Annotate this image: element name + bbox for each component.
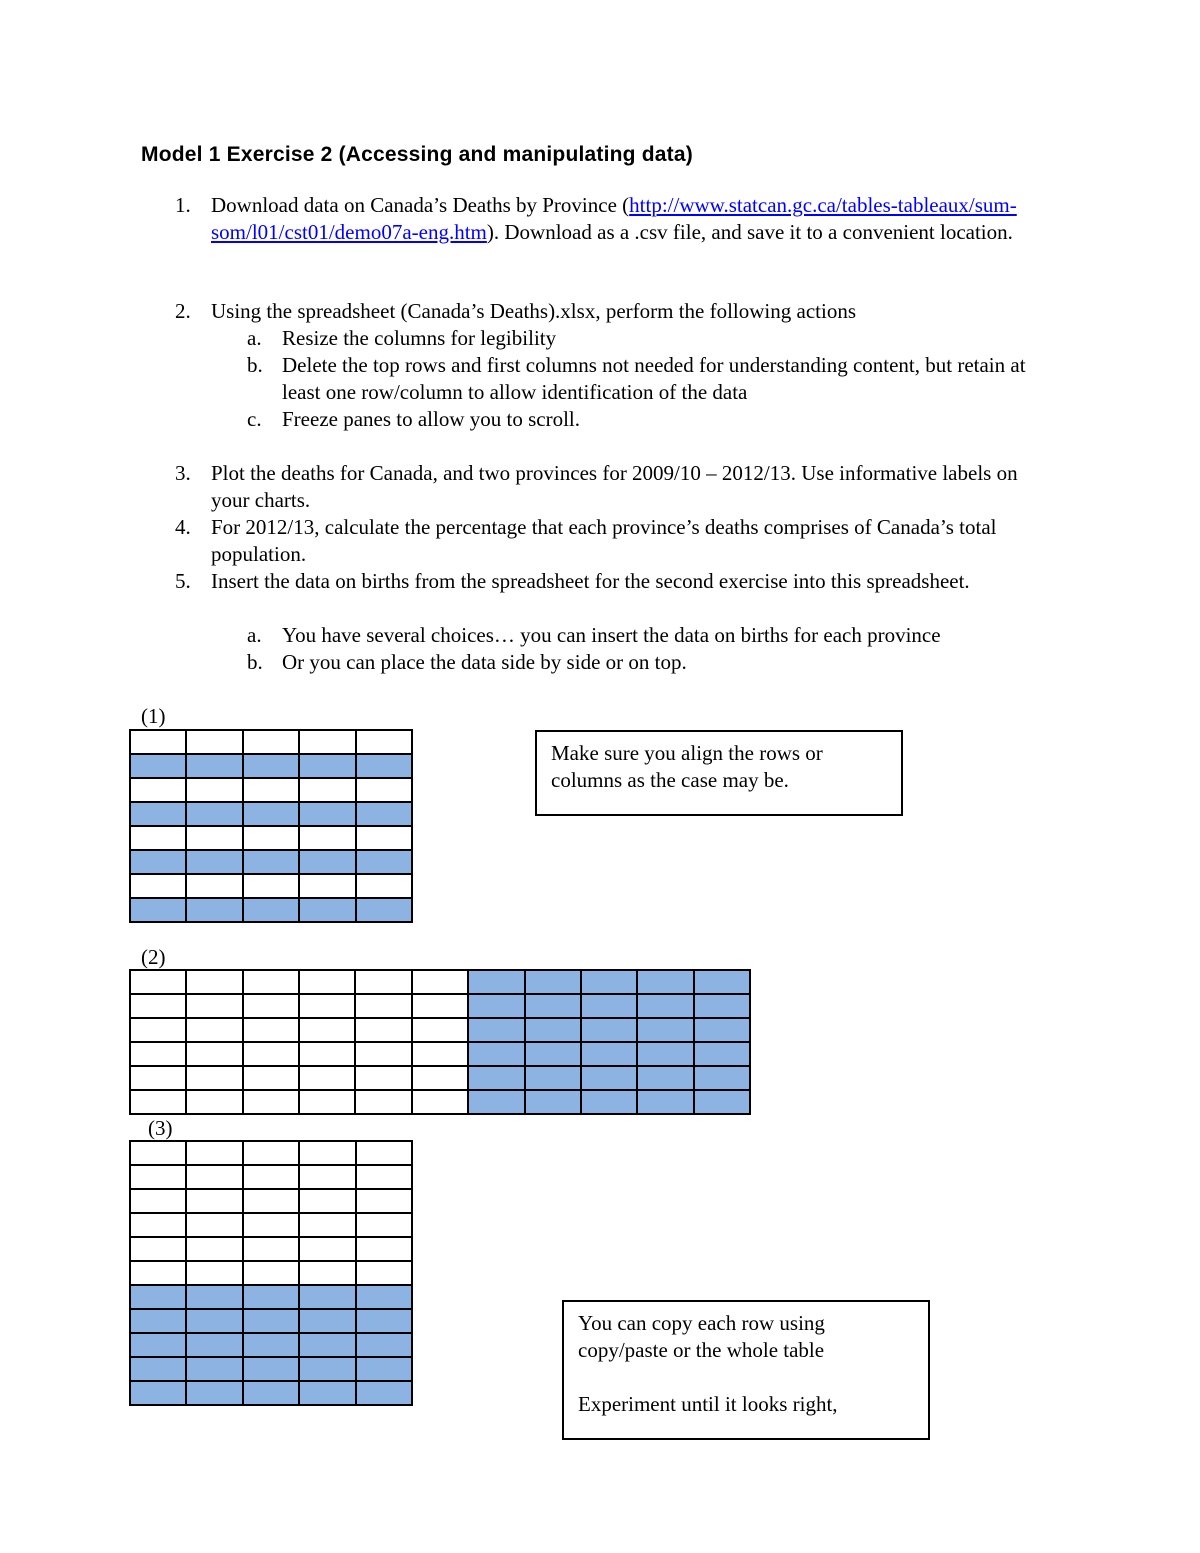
grid-cell bbox=[355, 1066, 411, 1090]
grid-cell bbox=[243, 970, 299, 994]
grid-diagram-3 bbox=[129, 1140, 413, 1406]
grid-cell bbox=[355, 970, 411, 994]
grid-cell bbox=[581, 1090, 637, 1114]
grid-cell bbox=[356, 754, 412, 778]
grid-cell bbox=[243, 874, 299, 898]
grid-cell bbox=[299, 1189, 355, 1213]
grid-cell bbox=[299, 970, 355, 994]
grid-cell bbox=[299, 826, 355, 850]
list-number: 4. bbox=[175, 515, 191, 539]
grid-cell bbox=[581, 1018, 637, 1042]
grid-cell bbox=[581, 1042, 637, 1066]
grid-cell bbox=[243, 1381, 299, 1405]
note-text: You can copy each row using copy/paste or the whole table bbox=[578, 1311, 825, 1362]
grid-cell bbox=[356, 826, 412, 850]
grid-cell bbox=[299, 1381, 355, 1405]
grid-cell bbox=[243, 1141, 299, 1165]
grid-cell bbox=[130, 1165, 186, 1189]
grid-cell bbox=[694, 1090, 750, 1114]
grid-cell bbox=[243, 1333, 299, 1357]
grid-cell bbox=[356, 1333, 412, 1357]
grid-cell bbox=[356, 1381, 412, 1405]
grid-cell bbox=[186, 1381, 242, 1405]
grid-cell bbox=[581, 994, 637, 1018]
grid-cell bbox=[356, 778, 412, 802]
grid-cell bbox=[356, 1285, 412, 1309]
grid-cell bbox=[299, 1141, 355, 1165]
grid-cell bbox=[130, 1090, 186, 1114]
grid-cell bbox=[468, 1018, 524, 1042]
grid-cell bbox=[243, 826, 299, 850]
grid-cell bbox=[186, 898, 242, 922]
grid-cell bbox=[186, 850, 242, 874]
grid-cell bbox=[299, 802, 355, 826]
grid-cell bbox=[356, 1213, 412, 1237]
grid-cell bbox=[412, 1042, 468, 1066]
grid-cell bbox=[130, 1189, 186, 1213]
sub-item-2b bbox=[247, 352, 1042, 406]
grid-cell bbox=[299, 754, 355, 778]
grid-cell bbox=[243, 1357, 299, 1381]
grid-cell bbox=[243, 1285, 299, 1309]
sub-text: Resize the columns for legibility bbox=[282, 326, 557, 350]
grid-cell bbox=[130, 1237, 186, 1261]
grid-cell bbox=[186, 970, 242, 994]
grid-cell bbox=[186, 1261, 242, 1285]
grid-cell bbox=[299, 1042, 355, 1066]
sub-text: Freeze panes to allow you to scroll. bbox=[282, 407, 580, 431]
grid-cell bbox=[130, 850, 186, 874]
item-text: Plot the deaths for Canada, and two provinces for 2009/10 – 2012/13. Use informative labels on your charts. bbox=[211, 461, 1018, 512]
sub-item-2c bbox=[247, 406, 1072, 433]
grid-cell bbox=[243, 1090, 299, 1114]
grid-cell bbox=[130, 730, 186, 754]
grid-cell bbox=[186, 1213, 242, 1237]
list-number: 2. bbox=[175, 299, 191, 323]
grid-cell bbox=[186, 1018, 242, 1042]
grid-diagram-2 bbox=[129, 969, 751, 1115]
grid-cell bbox=[356, 874, 412, 898]
grid-cell bbox=[243, 994, 299, 1018]
grid-cell bbox=[299, 1018, 355, 1042]
grid-cell bbox=[637, 1042, 693, 1066]
grid-cell bbox=[299, 874, 355, 898]
grid-cell bbox=[581, 970, 637, 994]
note-box-copy bbox=[562, 1300, 930, 1440]
grid-cell bbox=[186, 826, 242, 850]
grid-cell bbox=[355, 1042, 411, 1066]
grid-cell bbox=[243, 1165, 299, 1189]
grid-cell bbox=[525, 970, 581, 994]
grid-cell bbox=[130, 874, 186, 898]
grid-cell bbox=[356, 802, 412, 826]
grid-cell bbox=[694, 970, 750, 994]
grid-cell bbox=[299, 730, 355, 754]
sub-item-5a bbox=[247, 622, 1072, 649]
grid-cell bbox=[525, 1018, 581, 1042]
grid-cell bbox=[637, 1090, 693, 1114]
grid-cell bbox=[243, 1189, 299, 1213]
grid-cell bbox=[694, 1018, 750, 1042]
grid-cell bbox=[525, 1042, 581, 1066]
grid-cell bbox=[130, 754, 186, 778]
grid-cell bbox=[243, 1309, 299, 1333]
grid-cell bbox=[525, 1090, 581, 1114]
grid-cell bbox=[694, 1042, 750, 1066]
grid-cell bbox=[468, 1066, 524, 1090]
sub-text: Or you can place the data side by side or on top. bbox=[282, 650, 687, 674]
grid-diagram-1 bbox=[129, 729, 413, 923]
statcan-link[interactable]: http://www.statcan.gc.ca/tables-tableaux/sum-som/l01/cst01/demo07a-eng.htm bbox=[211, 193, 1017, 244]
sub-item-2a bbox=[247, 325, 1072, 352]
grid-cell bbox=[186, 1165, 242, 1189]
grid-cell bbox=[186, 1333, 242, 1357]
grid-cell bbox=[356, 1261, 412, 1285]
item-text: Using the spreadsheet (Canada’s Deaths).xlsx, perform the following actions bbox=[211, 299, 857, 323]
grid-cell bbox=[243, 898, 299, 922]
grid-cell bbox=[355, 1018, 411, 1042]
grid-cell bbox=[243, 802, 299, 826]
grid-cell bbox=[186, 1285, 242, 1309]
grid-cell bbox=[299, 994, 355, 1018]
grid-cell bbox=[186, 1141, 242, 1165]
grid-cell bbox=[130, 898, 186, 922]
grid-cell bbox=[186, 994, 242, 1018]
list-number: 3. bbox=[175, 461, 191, 485]
sub-letter: a. bbox=[247, 326, 262, 350]
grid-cell bbox=[299, 1165, 355, 1189]
grid-cell bbox=[130, 1066, 186, 1090]
note-text: Make sure you align the rows or columns as the case may be. bbox=[551, 741, 823, 792]
grid-cell bbox=[299, 1309, 355, 1333]
grid-cell bbox=[130, 802, 186, 826]
grid-cell bbox=[243, 1018, 299, 1042]
grid-cell bbox=[299, 1090, 355, 1114]
grid-cell bbox=[525, 1066, 581, 1090]
grid-cell bbox=[243, 850, 299, 874]
grid-cell bbox=[299, 1213, 355, 1237]
grid-cell bbox=[356, 1141, 412, 1165]
list-number: 5. bbox=[175, 569, 191, 593]
grid-cell bbox=[356, 1357, 412, 1381]
grid-cell bbox=[412, 1018, 468, 1042]
grid-cell bbox=[186, 1189, 242, 1213]
grid-cell bbox=[637, 1018, 693, 1042]
grid-cell bbox=[130, 826, 186, 850]
grid-cell bbox=[243, 778, 299, 802]
sub-text: You have several choices… you can insert the data on births for each province bbox=[282, 623, 941, 647]
grid-cell bbox=[186, 730, 242, 754]
sub-letter: b. bbox=[247, 353, 263, 377]
grid-cell bbox=[356, 1237, 412, 1261]
grid-cell bbox=[412, 970, 468, 994]
grid-cell bbox=[299, 850, 355, 874]
grid-cell bbox=[299, 778, 355, 802]
grid-cell bbox=[186, 778, 242, 802]
grid-cell bbox=[186, 1066, 242, 1090]
grid-cell bbox=[637, 1066, 693, 1090]
grid-cell bbox=[186, 1309, 242, 1333]
grid-cell bbox=[130, 994, 186, 1018]
grid-cell bbox=[468, 1042, 524, 1066]
grid-cell bbox=[468, 970, 524, 994]
sub-letter: b. bbox=[247, 650, 263, 674]
diagram-label-1: (1) bbox=[141, 704, 166, 728]
grid-cell bbox=[186, 754, 242, 778]
grid-cell bbox=[355, 994, 411, 1018]
grid-cell bbox=[186, 1090, 242, 1114]
grid-cell bbox=[356, 1309, 412, 1333]
grid-cell bbox=[637, 994, 693, 1018]
item-text: ). Download as a .csv file, and save it to a convenient location. bbox=[486, 220, 1013, 244]
grid-cell bbox=[299, 1285, 355, 1309]
grid-cell bbox=[243, 1213, 299, 1237]
grid-cell bbox=[130, 970, 186, 994]
grid-cell bbox=[186, 874, 242, 898]
grid-cell bbox=[243, 754, 299, 778]
list-item-4 bbox=[175, 514, 1061, 568]
item-text: Download data on Canada’s Deaths by Province ( bbox=[211, 193, 630, 217]
grid-cell bbox=[412, 994, 468, 1018]
item-text: For 2012/13, calculate the percentage that each province’s deaths comprises of Canada’s total population. bbox=[211, 515, 997, 566]
grid-cell bbox=[130, 1018, 186, 1042]
grid-cell bbox=[186, 1357, 242, 1381]
grid-cell bbox=[130, 778, 186, 802]
grid-cell bbox=[356, 850, 412, 874]
grid-cell bbox=[581, 1066, 637, 1090]
grid-cell bbox=[186, 1042, 242, 1066]
grid-cell bbox=[243, 1066, 299, 1090]
grid-cell bbox=[525, 994, 581, 1018]
grid-cell bbox=[637, 970, 693, 994]
sub-text: Delete the top rows and first columns not needed for understanding content, but retain at least one row/column to allow identification of the data bbox=[282, 353, 1026, 404]
grid-cell bbox=[186, 802, 242, 826]
grid-cell bbox=[299, 1333, 355, 1357]
grid-cell bbox=[299, 1357, 355, 1381]
grid-cell bbox=[130, 1141, 186, 1165]
list-item-1 bbox=[175, 192, 1071, 246]
grid-cell bbox=[243, 730, 299, 754]
list-item-5 bbox=[175, 568, 971, 595]
note-text: Experiment until it looks right, bbox=[578, 1392, 838, 1416]
grid-cell bbox=[356, 1189, 412, 1213]
item-text: Insert the data on births from the spreadsheet for the second exercise into this spreadsheet. bbox=[211, 569, 970, 593]
grid-cell bbox=[130, 1285, 186, 1309]
grid-cell bbox=[130, 1042, 186, 1066]
grid-cell bbox=[243, 1042, 299, 1066]
grid-cell bbox=[694, 994, 750, 1018]
page-title: Model 1 Exercise 2 (Accessing and manipulating data) bbox=[141, 143, 693, 166]
grid-cell bbox=[356, 1165, 412, 1189]
grid-cell bbox=[130, 1213, 186, 1237]
list-item-2 bbox=[175, 298, 1071, 325]
grid-cell bbox=[130, 1333, 186, 1357]
grid-cell bbox=[243, 1261, 299, 1285]
sub-letter: c. bbox=[247, 407, 262, 431]
grid-cell bbox=[243, 1237, 299, 1261]
grid-cell bbox=[130, 1261, 186, 1285]
sub-letter: a. bbox=[247, 623, 262, 647]
grid-cell bbox=[299, 898, 355, 922]
grid-cell bbox=[412, 1090, 468, 1114]
sub-item-5b bbox=[247, 649, 1072, 676]
grid-cell bbox=[356, 730, 412, 754]
grid-cell bbox=[694, 1066, 750, 1090]
grid-cell bbox=[355, 1090, 411, 1114]
grid-cell bbox=[468, 1090, 524, 1114]
note-box-align bbox=[535, 730, 903, 816]
grid-cell bbox=[468, 994, 524, 1018]
diagram-label-3: (3) bbox=[148, 1116, 173, 1140]
grid-cell bbox=[186, 1237, 242, 1261]
grid-cell bbox=[299, 1066, 355, 1090]
grid-cell bbox=[412, 1066, 468, 1090]
grid-cell bbox=[356, 898, 412, 922]
grid-cell bbox=[299, 1261, 355, 1285]
list-item-3 bbox=[175, 460, 1041, 514]
list-number: 1. bbox=[175, 193, 191, 217]
grid-cell bbox=[130, 1357, 186, 1381]
diagram-label-2: (2) bbox=[141, 945, 166, 969]
grid-cell bbox=[299, 1237, 355, 1261]
grid-cell bbox=[130, 1309, 186, 1333]
grid-cell bbox=[130, 1381, 186, 1405]
